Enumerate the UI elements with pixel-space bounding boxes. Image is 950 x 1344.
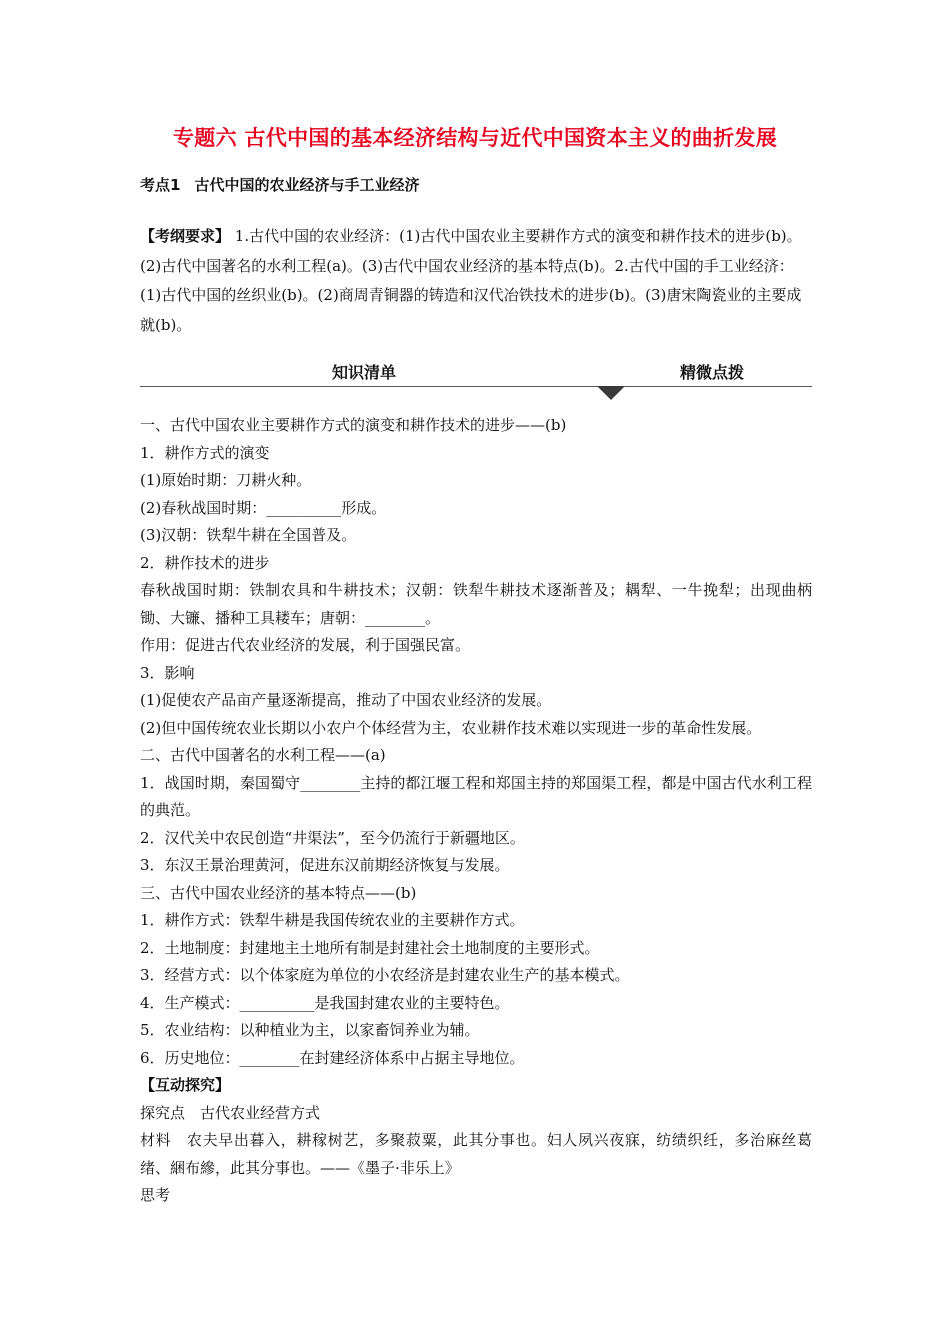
paragraph: 二、古代中国著名的水利工程——(a) <box>140 746 386 764</box>
paragraph: 5．农业结构：以种植业为主，以家畜饲养业为辅。 <box>140 1021 480 1039</box>
material-text: 材料 农夫早出暮入，耕稼树艺，多聚菽粟，此其分事也。妇人夙兴夜寐，纺绩织纴，多治麻丝葛绪、綑布縿，此其分事也。——《墨子·非乐上》 <box>140 1131 812 1177</box>
paragraph: 2．耕作技术的进步 <box>140 553 270 572</box>
knowledge-body <box>140 412 812 1210</box>
paragraph: (1)原始时期：刀耕火种。 <box>140 471 312 489</box>
paragraph: 春秋战国时期：铁制农具和牛耕技术；汉朝：铁犁牛耕技术逐渐普及；耦犁、一牛挽犁；出现曲柄锄、大镰、播种工具耧车；唐朝：________。 <box>140 581 812 627</box>
requirements-label: 【考纲要求】 <box>140 227 231 245</box>
paragraph: 6．历史地位：________在封建经济体系中占据主导地位。 <box>140 1048 525 1067</box>
syllabus-requirements <box>140 222 812 340</box>
key-points-heading: 精微点拨 <box>680 363 745 382</box>
paragraph: 3．东汉王景治理黄河，促进东汉前期经济恢复与发展。 <box>140 856 510 874</box>
paragraph: (2)但中国传统农业长期以小农户个体经营为主，农业耕作技术难以实现进一步的革命性发展。 <box>140 718 762 737</box>
paragraph: 三、古代中国农业经济的基本特点——(b) <box>140 883 417 902</box>
paragraph: 1．战国时期，秦国蜀守________主持的都江堰工程和郑国主持的郑国渠工程，都是中国古代水利工程的典范。 <box>140 773 812 819</box>
paragraph: 一、古代中国农业主要耕作方式的演变和耕作技术的进步——(b) <box>140 416 567 434</box>
page-title: 专题六 古代中国的基本经济结构与近代中国资本主义的曲折发展 <box>172 126 777 150</box>
paragraph: (2)春秋战国时期：__________形成。 <box>140 498 387 517</box>
paragraph: 作用：促进古代农业经济的发展，利于国强民富。 <box>140 636 471 654</box>
think-label: 思考 <box>140 1186 171 1204</box>
triangle-marker-icon <box>597 386 625 400</box>
section-heading <box>140 174 419 195</box>
knowledge-list-heading: 知识清单 <box>332 363 397 382</box>
column-header <box>140 360 812 400</box>
paragraph: 3．经营方式：以个体家庭为单位的小农经济是封建农业生产的基本模式。 <box>140 966 630 984</box>
paragraph: 1．耕作方式：铁犁牛耕是我国传统农业的主要耕作方式。 <box>140 911 525 929</box>
header-divider <box>140 386 812 387</box>
paragraph: 4．生产模式：__________是我国封建农业的主要特色。 <box>140 993 510 1012</box>
requirements-text: 1.古代中国的农业经济：(1)古代中国农业主要耕作方式的演变和耕作技术的进步(b)。(2)古代中国著名的水利工程(a)。(3)古代中国农业经济的基本特点(b)。2.古代中国的手工业经济：(1)古代中国的丝织业(b)。(2)商周青铜器的铸造和汉代冶铁技术的进步(b)。(3)唐宋陶瓷业的主要成就(b)。 <box>140 227 802 334</box>
paragraph: (1)促使农产品亩产量逐渐提高，推动了中国农业经济的发展。 <box>140 691 552 709</box>
paragraph: (3)汉朝：铁犁牛耕在全国普及。 <box>140 526 357 544</box>
paragraph: 2．汉代关中农民创造“井渠法”，至今仍流行于新疆地区。 <box>140 828 525 847</box>
paragraph: 1．耕作方式的演变 <box>140 443 270 462</box>
paragraph: 3．影响 <box>140 663 195 682</box>
section-title: 古代中国的农业经济与手工业经济 <box>194 176 420 194</box>
inquiry-point: 探究点 古代农业经营方式 <box>140 1103 321 1122</box>
interactive-heading: 【互动探究】 <box>140 1076 231 1094</box>
section-number: 考点1 <box>140 176 181 194</box>
paragraph: 2．土地制度：封建地主土地所有制是封建社会土地制度的主要形式。 <box>140 938 600 957</box>
